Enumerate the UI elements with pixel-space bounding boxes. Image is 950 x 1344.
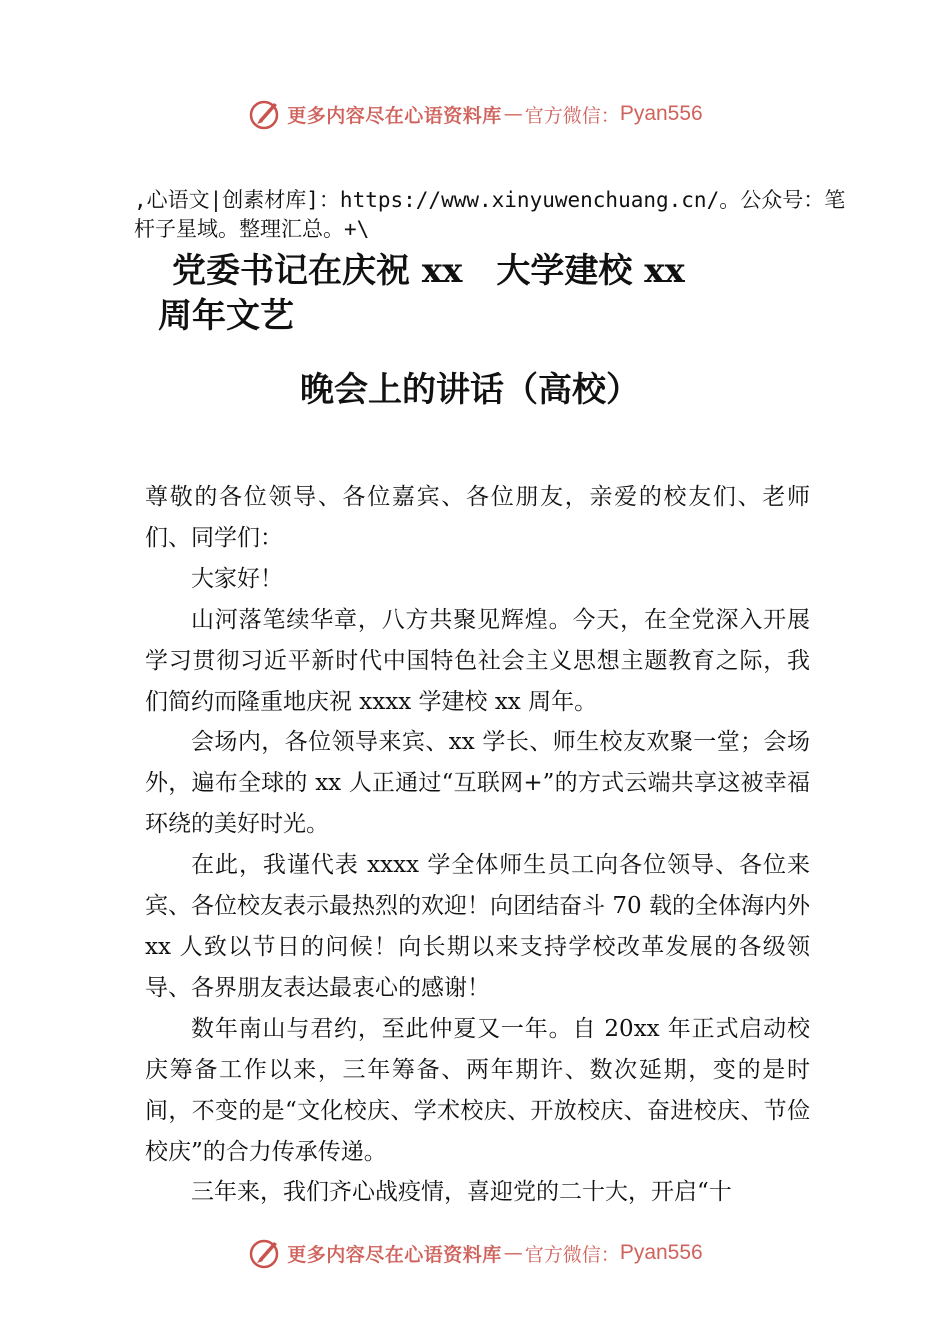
- banner-wechat-label: 官方微信：: [524, 1243, 620, 1266]
- banner-wechat-id: Pyan556: [619, 102, 703, 125]
- banner-main-text: 更多内容尽在心语资料库: [287, 104, 502, 127]
- pen-logo-icon: [247, 1235, 283, 1271]
- footer-banner: [0, 1233, 950, 1273]
- banner-wechat-label: 官方微信：: [524, 104, 620, 127]
- banner-separator: —: [503, 1242, 523, 1264]
- speech-body: [145, 477, 810, 1213]
- paragraph: 在此，我谨代表 xxxx 学全体师生员工向各位领导、各位来宾、各位校友表示最热烈的欢迎！向团结奋斗 70 载的全体海内外 xx 人致以节日的问候！向长期以来支持学校改革发展的各级领导、各界朋友表达最衷心的感谢！: [145, 852, 810, 1001]
- paragraph: 数年南山与君约，至此仲夏又一年。自 20xx 年正式启动校庆筹备工作以来，三年筹备、两年期许、数次延期，变的是时间，不变的是“文化校庆、学术校庆、开放校庆、奋进校庆、节俭校庆”的合力传承传递。: [145, 1015, 810, 1165]
- header-banner: [0, 94, 950, 134]
- banner-separator: —: [503, 103, 523, 125]
- title-line-2: 周年文艺: [158, 296, 294, 336]
- pen-logo-icon: [247, 96, 283, 132]
- banner-main-text: 更多内容尽在心语资料库: [287, 1243, 502, 1266]
- title-line-1: 党委书记在庆祝 xx 大学建校 xx: [172, 251, 685, 291]
- paragraph: 三年来，我们齐心战疫情，喜迎党的二十大，开启“十: [191, 1179, 732, 1206]
- source-note: ,心语文|创素材库]：https://www.xinyuwenchuang.cn/。公众号：笔杆子星域。整理汇总。+\: [134, 188, 846, 241]
- paragraph-greeting: 大家好！: [191, 565, 283, 592]
- paragraph: 山河落笔续华章，八方共聚见辉煌。今天，在全党深入开展学习贯彻习近平新时代中国特色社会主义思想主题教育之际，我们简约而隆重地庆祝 xxxx 学建校 xx 周年。: [145, 606, 810, 715]
- paragraph: 会场内，各位领导来宾、xx 学长、师生校友欢聚一堂；会场外，遍布全球的 xx 人正通过“互联网+”的方式云端共享这被幸福环绕的美好时光。: [145, 729, 810, 838]
- banner-wechat-id: Pyan556: [619, 1241, 703, 1264]
- title-line-3: 晚会上的讲话（高校）: [300, 370, 640, 410]
- paragraph-salutation: 尊敬的各位领导、各位嘉宾、各位朋友，亲爱的校友们、老师们、同学们：: [145, 484, 810, 551]
